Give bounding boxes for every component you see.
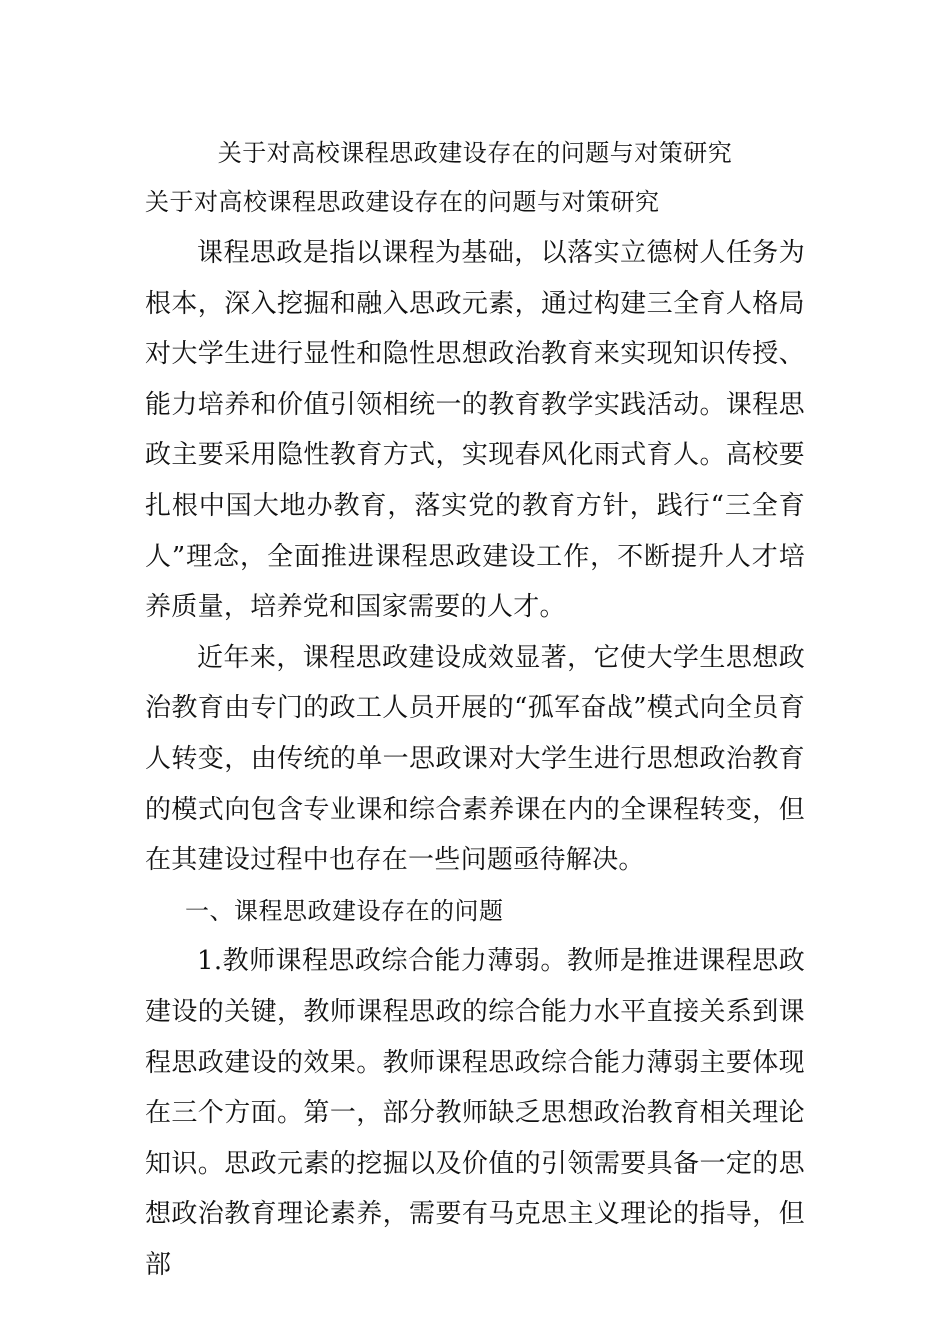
document-body [145,228,805,1290]
section-heading: 一、课程思政建设存在的问题 [185,896,504,925]
paragraph-teacher-ability: 1.教师课程思政综合能力薄弱。教师是推进课程思政建设的关键，教师课程思政的综合能力水平直接关系到课程思政建设的效果。教师课程思政综合能力薄弱主要体现在三个方面。第一，部分教师缺乏思想政治教育相关理论知识。思政元素的挖掘以及价值的引领需要具备一定的思想政治教育理论素养，需要有马克思主义理论的指导，但部 [145,946,805,1280]
paragraph-achievements: 近年来，课程思政建设成效显著，它使大学生思想政治教育由专门的政工人员开展的“孤军奋战”模式向全员育人转变，由传统的单一思政课对大学生进行思想政治教育的模式向包含专业课和综合素养课在内的全课程转变，但在其建设过程中也存在一些问题亟待解决。 [145,642,805,876]
document-title: 关于对高校课程思政建设存在的问题与对策研究 [217,139,733,167]
paragraph-intro: 课程思政是指以课程为基础，以落实立德树人任务为根本，深入挖掘和融入思政元素，通过构建三全育人格局对大学生进行显性和隐性思想政治教育来实现知识传授、能力培养和价值引领相统一的教育教学实践活动。课程思政主要采用隐性教育方式，实现春风化雨式育人。高校要扎根中国大地办教育，落实党的教育方针，践行“三全育人”理念，全面推进课程思政建设工作，不断提升人才培养质量，培养党和国家需要的人才。 [145,238,805,623]
document-subtitle: 关于对高校课程思政建设存在的问题与对策研究 [145,188,660,216]
